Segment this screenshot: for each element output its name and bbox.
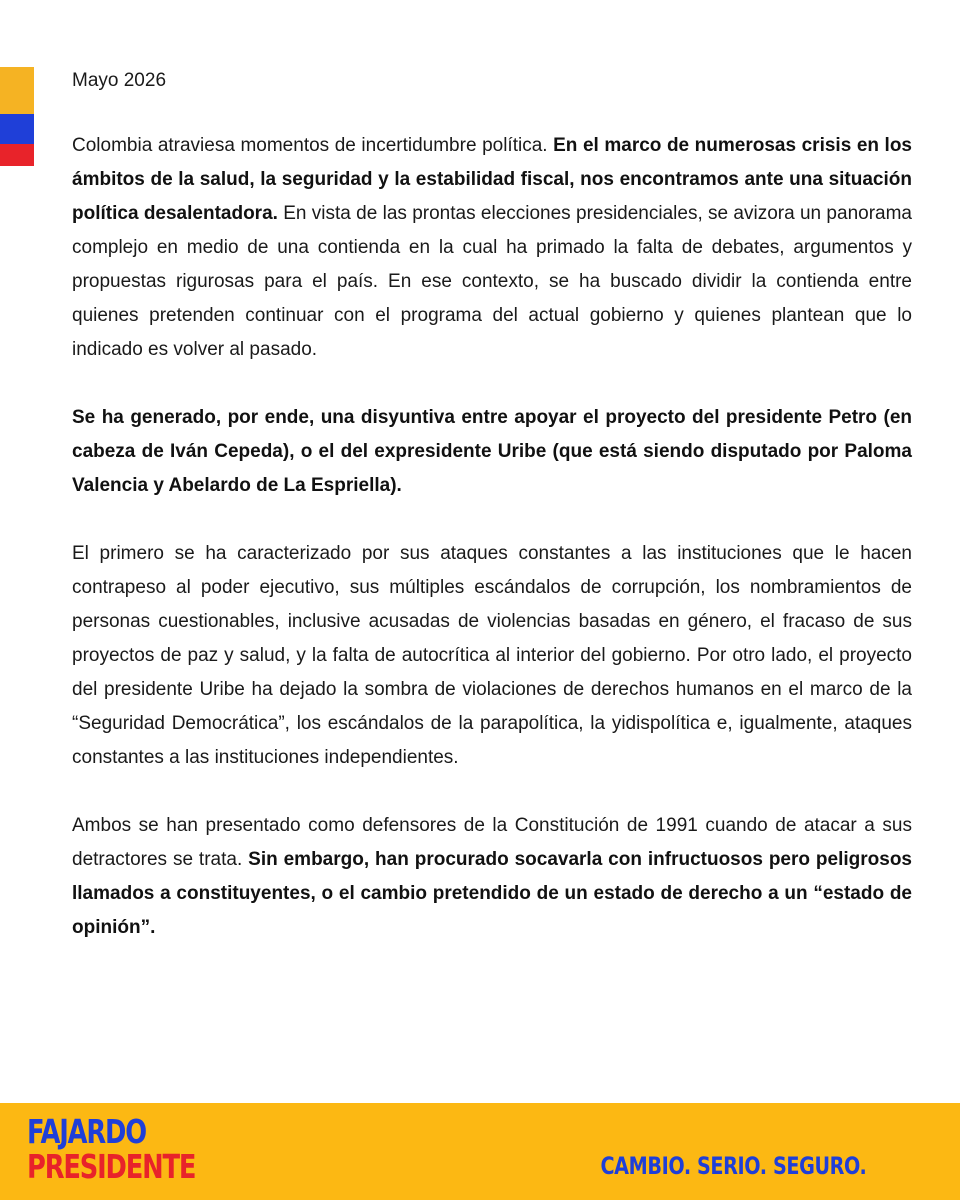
paragraph-4-segment-2-bold: Sin embargo, han procurado socavarla con infructuosos pero peligrosos llamados a constituyentes, o el cambio pretendido de un estado de derecho a un “estado de opinión”. — [72, 849, 912, 938]
paragraph-3-segment-1: El primero se ha caracterizado por sus ataques constantes a las instituciones que le hacen contrapeso al poder ejecutivo, sus múltiples escándalos de corrupción, los nombramientos de personas cuestionables, inclusive acusadas de violencias basadas en género, el fracaso de sus proyectos de paz y salud, y la falta de autocrítica al interior del gobierno. Por otro lado, el proyecto del presidente Uribe ha dejado la sombra de violaciones de derechos humanos en el marco de la “Seguridad Democrática”, los escándalos de la parapolítica, la yidispolítica e, igualmente, ataques constantes a las instituciones independientes. — [72, 543, 912, 768]
statement-body — [72, 129, 912, 979]
flag-red-stripe — [0, 144, 34, 166]
paragraph-4-segment-1: Ambos se han presentado como defensores de la Constitución de 1991 cuando de atacar a sus detractores se trata. — [72, 815, 912, 870]
flag-yellow-stripe — [0, 67, 34, 114]
logo-line-fajardo: FAJARDO — [27, 1112, 146, 1151]
paragraph-1-segment-1: Colombia atraviesa momentos de incertidumbre política. — [72, 135, 554, 156]
paragraph-1-segment-2-bold: En el marco de numerosas crisis en los ámbitos de la salud, la seguridad y la estabilidad fiscal, nos encontramos ante una situación política desalentadora. — [72, 135, 912, 224]
footer-banner — [0, 1103, 960, 1200]
logo-line-presidente: PRESIDENTE — [27, 1147, 196, 1186]
flag-blue-stripe — [0, 114, 34, 144]
paragraph-1-segment-3: En vista de las prontas elecciones presidenciales, se avizora un panorama complejo en medio de una contienda en la cual ha primado la falta de debates, argumentos y propuestas rigurosas para el país. En ese contexto, se ha buscado dividir la contienda entre quienes pretenden continuar con el programa del actual gobierno y quienes plantean que lo indicado es volver al pasado. — [72, 203, 912, 360]
paragraph-3 — [72, 537, 912, 775]
campaign-logo — [27, 1114, 195, 1184]
campaign-slogan: CAMBIO. SERIO. SEGURO. — [600, 1152, 866, 1180]
paragraph-4 — [72, 809, 912, 945]
paragraph-2 — [72, 401, 912, 503]
colombian-flag-accent — [0, 67, 34, 166]
paragraph-2-segment-1-bold: Se ha generado, por ende, una disyuntiva entre apoyar el proyecto del presidente Petro (en cabeza de Iván Cepeda), o el del expresidente Uribe (que está siendo disputado por Paloma Valencia y Abelardo de La Espriella). — [72, 407, 912, 496]
paragraph-1 — [72, 129, 912, 367]
document-date: Mayo 2026 — [72, 70, 167, 91]
